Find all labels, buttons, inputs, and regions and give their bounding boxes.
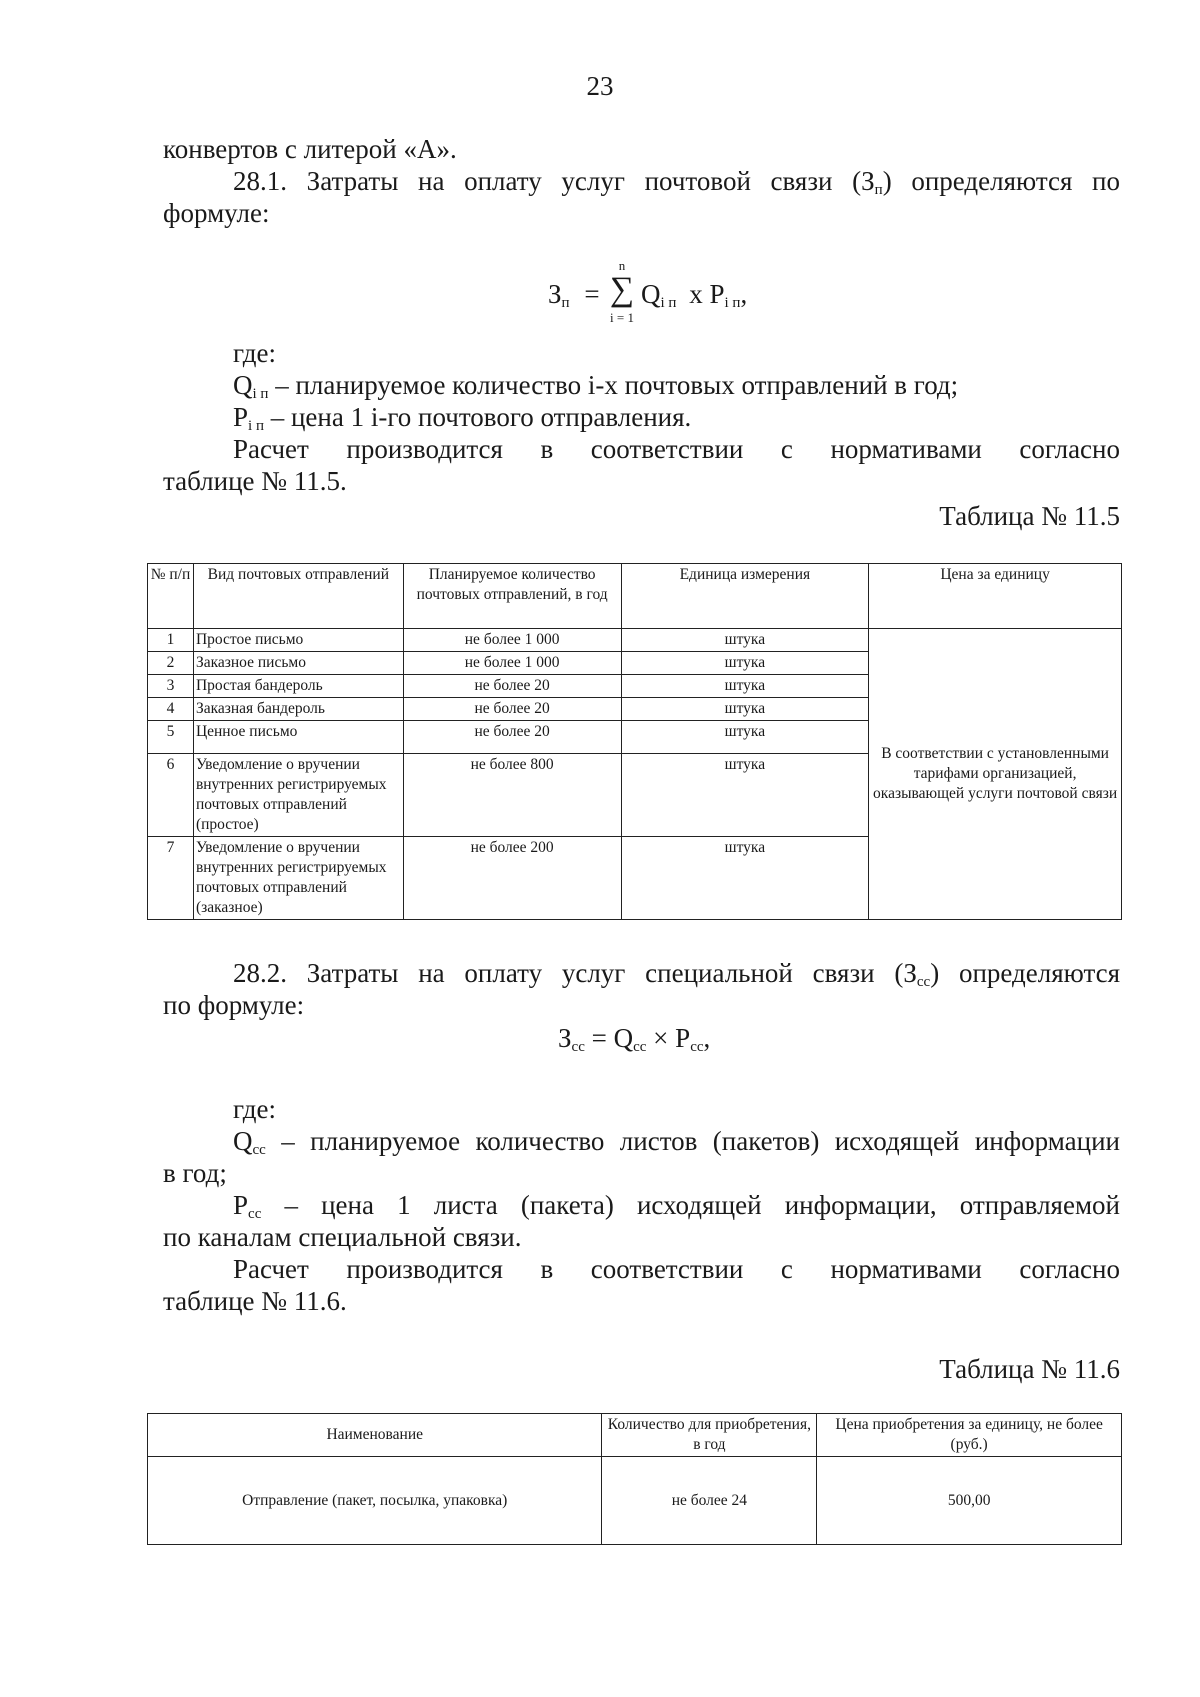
row-unit: штука xyxy=(621,754,869,837)
table-row xyxy=(148,629,1122,652)
formula1-q-sub: i п xyxy=(660,295,677,311)
formula2-lhs: З xyxy=(558,1023,572,1053)
row-unit: штука xyxy=(621,652,869,675)
formula1-lhs-sub: п xyxy=(561,295,570,311)
row-name: Отправление (пакет, посылка, упаковка) xyxy=(148,1457,602,1545)
row-unit: штука xyxy=(621,721,869,754)
row-unit: штука xyxy=(621,629,869,652)
where1-p-text: – цена 1 i-го почтового отправления. xyxy=(263,402,692,432)
where2-q-sub: сс xyxy=(252,1142,266,1158)
row-number: 4 xyxy=(148,698,194,721)
where2-p-text: – цена 1 листа (пакета) исходящей информации, отправляемой xyxy=(261,1190,1120,1220)
formula1-lhs: З xyxy=(548,279,562,309)
row-unit: штука xyxy=(621,837,869,920)
th-name: Наименование xyxy=(148,1414,602,1457)
formula1-q: Q xyxy=(641,279,661,309)
row-name: Ценное письмо xyxy=(193,721,403,754)
th-price: Цена приобретения за единицу, не более (руб.) xyxy=(817,1414,1122,1457)
table-header-row xyxy=(148,564,1122,629)
page-number: 23 xyxy=(586,71,614,101)
where1-calc: Расчет производится в соответствии с нормативами согласно xyxy=(233,434,1120,464)
formula2-times: × xyxy=(646,1023,676,1053)
paragraph-28-2-cont: по формуле: xyxy=(163,990,305,1020)
row-qty: не более 200 xyxy=(403,837,621,920)
row-name: Простая бандероль xyxy=(193,675,403,698)
row-number: 3 xyxy=(148,675,194,698)
th-qty: Количество для приобретения, в год xyxy=(602,1414,817,1457)
p28-2-text-b: ) определяются xyxy=(930,958,1120,988)
row-number: 2 xyxy=(148,652,194,675)
where2-p-sym: P xyxy=(233,1190,249,1220)
th-unit: Единица измерения xyxy=(621,564,869,629)
where1-calc-cont: таблице № 11.5. xyxy=(163,466,347,496)
row-number: 5 xyxy=(148,721,194,754)
table-11-5-caption: Таблица № 11.5 xyxy=(939,501,1120,531)
table-11-6-caption: Таблица № 11.6 xyxy=(939,1354,1120,1384)
where2-p-sub: сс xyxy=(248,1206,262,1222)
row-name: Простое письмо xyxy=(193,629,403,652)
row-qty: не более 1 000 xyxy=(403,629,621,652)
row-number: 7 xyxy=(148,837,194,920)
where2-calc: Расчет производится в соответствии с нормативами согласно xyxy=(233,1254,1120,1284)
where1-q-text: – планируемое количество i-х почтовых отправлений в год; xyxy=(268,370,959,400)
where1-q-sym: Q xyxy=(233,370,253,400)
p28-2-sub: сс xyxy=(916,974,931,990)
p28-2-text-a: 28.2. Затраты на оплату услуг специальной связи (З xyxy=(233,958,917,988)
formula2-q: Q xyxy=(613,1023,634,1053)
formula1-eq: = xyxy=(584,279,600,309)
intro-line: конвертов с литерой «А». xyxy=(163,134,457,164)
where2-p-cont: по каналам специальной связи. xyxy=(163,1222,522,1252)
formula2-eq: = xyxy=(584,1023,614,1053)
p28-1-sub: п xyxy=(874,182,883,198)
where1-q-sub: i п xyxy=(252,386,269,402)
row-name: Заказная бандероль xyxy=(193,698,403,721)
formula2-p-sub: сс xyxy=(690,1039,704,1055)
where2-q-text: – планируемое количество листов (пакетов) исходящей информации xyxy=(265,1126,1120,1156)
th-price: Цена за единицу xyxy=(869,564,1122,629)
row-name: Уведомление о вручении внутренних регистрируемых почтовых отправлений (заказное) xyxy=(193,837,403,920)
formula1-upper: n xyxy=(618,258,626,273)
formula1-times: x xyxy=(689,279,703,309)
where1-p-sym: P xyxy=(233,402,249,432)
row-unit: штука xyxy=(621,698,869,721)
formula2-q-sub: сс xyxy=(633,1039,647,1055)
formula-postal xyxy=(548,278,600,319)
formula2-tail: , xyxy=(703,1023,711,1053)
paragraph-28-1-cont: формуле: xyxy=(163,198,270,228)
formula1-p: P xyxy=(709,279,725,309)
formula1-lower: i = 1 xyxy=(610,310,634,325)
where2-q-sym: Q xyxy=(233,1126,253,1156)
where1-p-sub: i п xyxy=(248,418,264,434)
row-price: 500,00 xyxy=(817,1457,1122,1545)
formula2-lhs-sub: сс xyxy=(571,1039,585,1055)
row-qty: не более 20 xyxy=(403,698,621,721)
p28-1-text-a: 28.1. Затраты на оплату услуг почтовой связи (З xyxy=(233,166,875,196)
formula1-rhs xyxy=(641,278,747,319)
formula-special xyxy=(558,1022,710,1063)
th-number: № п/п xyxy=(148,564,194,629)
row-name: Уведомление о вручении внутренних регистрируемых почтовых отправлений (простое) xyxy=(193,754,403,837)
paragraph-28-1 xyxy=(163,165,1120,206)
formula1-tail: , xyxy=(740,279,748,309)
row-qty: не более 20 xyxy=(403,675,621,698)
where1-gde: где: xyxy=(233,338,276,368)
where2-q-cont: в год; xyxy=(163,1158,227,1188)
row-unit: штука xyxy=(621,675,869,698)
formula2-p: P xyxy=(675,1023,691,1053)
th-qty: Планируемое количество почтовых отправлений, в год xyxy=(403,564,621,629)
table-11-6 xyxy=(147,1413,1122,1545)
row-qty: не более 1 000 xyxy=(403,652,621,675)
table-header-row xyxy=(148,1414,1122,1457)
table-11-5 xyxy=(147,563,1122,920)
th-type: Вид почтовых отправлений xyxy=(193,564,403,629)
row-qty: не более 20 xyxy=(403,721,621,754)
formula1-sigma: ∑ xyxy=(609,271,635,308)
formula1-p-sub: i п xyxy=(724,295,741,311)
where2-gde: где: xyxy=(233,1094,276,1124)
row-number: 1 xyxy=(148,629,194,652)
row-qty: не более 800 xyxy=(403,754,621,837)
table-row xyxy=(148,1457,1122,1545)
row-qty: не более 24 xyxy=(602,1457,817,1545)
where2-calc-cont: таблице № 11.6. xyxy=(163,1286,347,1316)
row-number: 6 xyxy=(148,754,194,837)
where2-q-line xyxy=(233,1125,1120,1166)
p28-1-text-b: ) определяются по xyxy=(882,166,1120,196)
price-note: В соответствии с установленными тарифами организацией, оказывающей услуги почтовой связи xyxy=(869,629,1122,920)
paragraph-28-2 xyxy=(163,957,1120,998)
row-name: Заказное письмо xyxy=(193,652,403,675)
